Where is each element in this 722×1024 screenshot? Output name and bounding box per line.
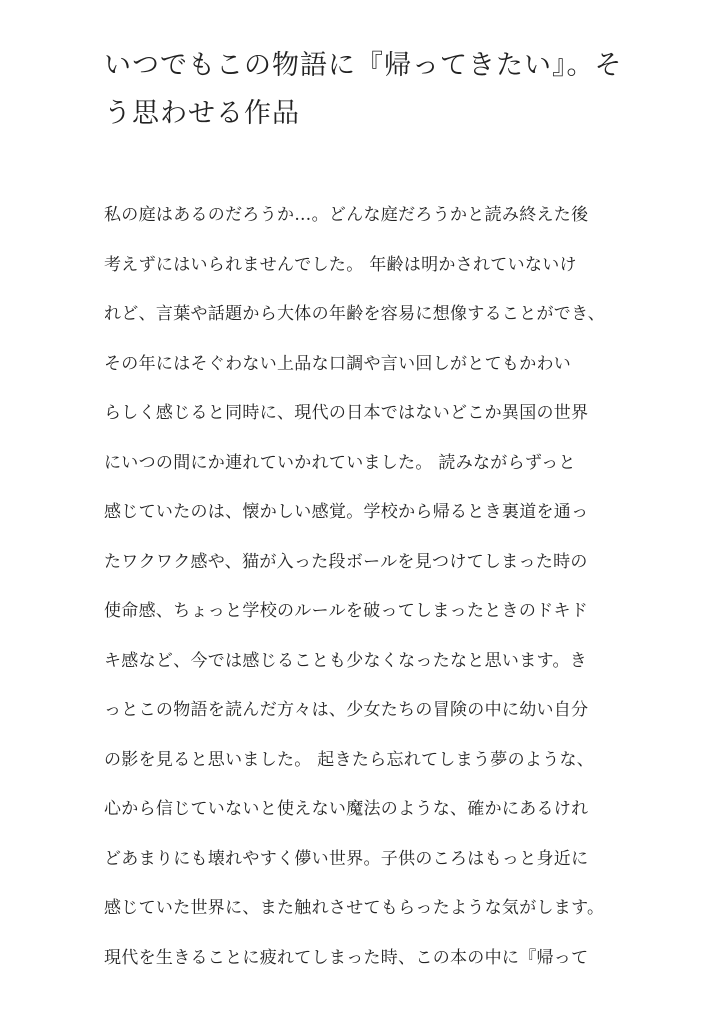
article-title	[104, 42, 644, 138]
body-line: 考えずにはいられませんでした。 年齢は明かされていないけ	[104, 254, 577, 275]
article-body	[104, 191, 664, 983]
body-line: 私の庭はあるのだろうか…。どんな庭だろうかと読み終えた後	[104, 205, 589, 225]
body-line: 心から信じていないと使えない魔法のような、確かにあるけれ	[104, 799, 589, 819]
body-line: 使命感、ちょっと学校のルールを破ってしまったときのドキド	[104, 601, 589, 621]
body-line: にいつの間にか連れていかれていました。 読みながらずっと	[104, 452, 576, 473]
body-line: 感じていたのは、懐かしい感覚。学校から帰るとき裏道を通っ	[104, 502, 589, 522]
body-line: その年にはそぐわない上品な口調や言い回しがとてもかわい	[104, 353, 572, 374]
body-line: れど、言葉や話題から大体の年齢を容易に想像することができ、	[104, 304, 606, 324]
body-line: どあまりにも壊れやすく儚い世界。子供のころはもっと身近に	[104, 848, 589, 869]
body-line: たワクワク感や、猫が入った段ボールを見つけてしまった時の	[104, 551, 588, 572]
body-line: キ感など、今では感じることも少なくなったなと思います。き	[104, 650, 588, 671]
body-line: っとこの物語を読んだ方々は、少女たちの冒険の中に幼い自分	[104, 700, 589, 720]
title-line: う思わせる作品	[104, 98, 300, 129]
body-line: 現代を生きることに疲れてしまった時、この本の中に『帰って	[104, 947, 589, 968]
body-line: の影を見ると思いました。 起きたら忘れてしまう夢のような、	[104, 749, 595, 770]
body-line: 感じていた世界に、また触れさせてもらったような気がします。	[104, 898, 605, 918]
title-line: いつでもこの物語に『帰ってきたい』。そ	[104, 50, 623, 81]
body-line: らしく感じると同時に、現代の日本ではないどこか異国の世界	[104, 403, 589, 423]
